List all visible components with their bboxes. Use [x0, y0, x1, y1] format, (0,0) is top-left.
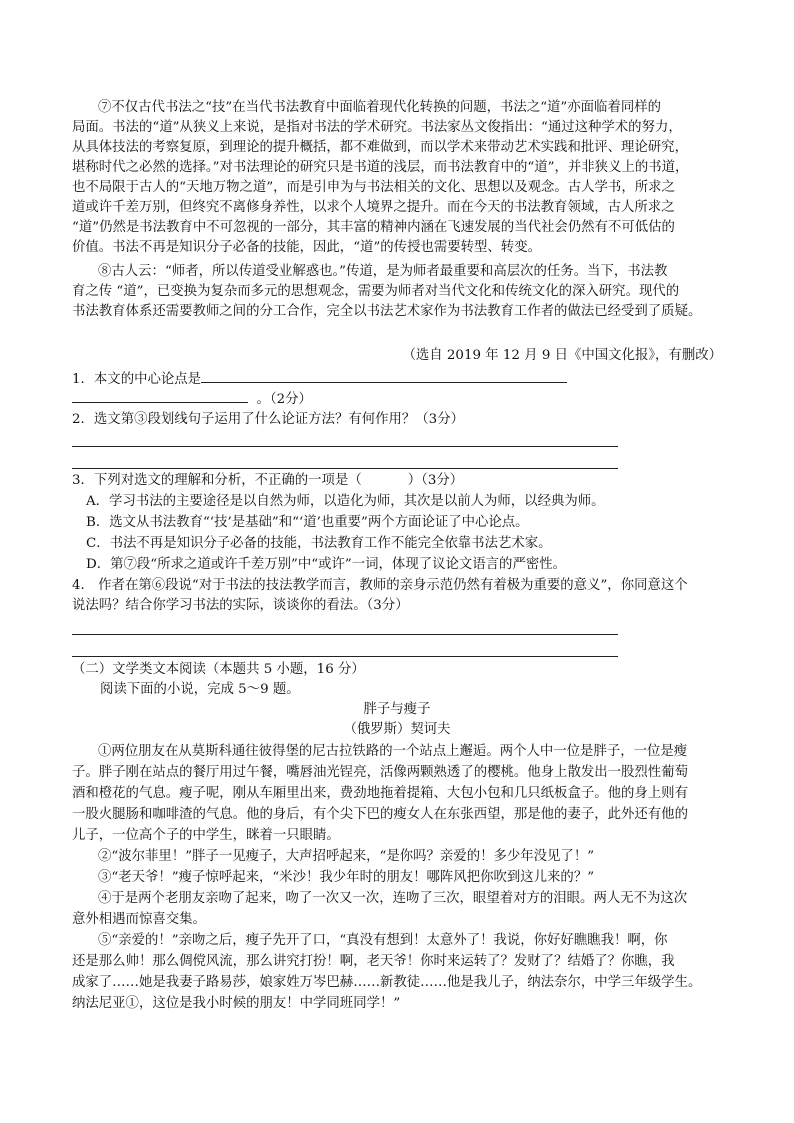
text-line: 从具体技法的考察复原，到理论的提升概括，都不难做到，而以学术来带动艺术实践和批评、理论研究， — [72, 140, 688, 155]
question-1-continued — [72, 388, 312, 410]
option-a[interactable]: A．学习书法的主要途径是以自然为师，以造化为师，其次是以前人为师，以经典为师。 — [86, 494, 605, 509]
answer-line[interactable] — [72, 634, 618, 635]
answer-blank[interactable] — [201, 368, 567, 383]
question-1 — [72, 368, 567, 390]
question-3-options — [86, 492, 726, 575]
text-line: 还是那么帅！那么倜傥风流，那么讲究打扮！啊，老天爷！你时来运转了？发财了？结婚了？你瞧，我 — [72, 954, 675, 969]
section-heading: （二）文学类文本阅读（本题共 5 小题，16 分） — [72, 662, 365, 677]
question-3-stem — [72, 471, 463, 491]
question-3-score: ）（3分） — [407, 473, 464, 488]
question-1-score: 。（2分） — [256, 392, 312, 407]
text-line: ⑦不仅古代书法之“技”在当代书法教育中面临着现代化转换的问题，书法之“道”亦面临着同样的 — [98, 100, 662, 115]
answer-line[interactable] — [72, 446, 618, 447]
text-line: 育之传 “道”，已变换为复杂而多元的思想观念，需要为师者对当代文化和传统文化的深入研究。现代的 — [72, 284, 680, 299]
story-title: 胖子与瘦子 — [363, 702, 431, 717]
option-b[interactable]: B．选文从书法教育“‘技’是基础”和“‘道’也重要”两个方面论证了中心论点。 — [86, 515, 529, 530]
text-line: 也不局限于古人的“天地万物之道”，而是引申为与书法相关的文化、思想以及观念。古人学书，所求之 — [72, 180, 675, 195]
text-line: ④于是两个老朋友亲吻了起来，吻了一次又一次，连吻了三次，眼望着对方的泪眼。两人无不为这次 — [98, 891, 688, 906]
story-body — [72, 742, 724, 1015]
text-line: 堪称时代之必然的选择。”对书法理论的研究只是书道的浅层，而书法教育中的“道”，并非狭义上的书道， — [72, 160, 689, 175]
question-2: 2．选文第③段划线句子运用了什么论证方法？有何作用？（3分） — [72, 412, 464, 427]
text-line: ⑧古人云：“师者，所以传道受业解惑也。”传道，是为师者最重要和高层次的任务。当下，书法教 — [98, 264, 668, 279]
text-line: 道或许千差万别，但终究不离修身养性，以求个人境界之提升。而在今天的书法教育领域，古人所求之 — [72, 200, 675, 215]
question-4 — [72, 576, 724, 616]
text-line: 酒和橙花的气息。瘦子呢，刚从车厢里出来，费劲地拖着提箱、大包小包和几只纸板盒子。他的身上则有 — [72, 786, 688, 801]
text-line: ①两位朋友在从莫斯科通往彼得堡的尼古拉铁路的一个站点上邂逅。两个人中一位是胖子，一位是瘦 — [98, 744, 688, 759]
source-citation: （选自 2019 年 12 月 9 日《中国文化报》，有删改） — [402, 348, 722, 363]
question-3-text: 3．下列对选文的理解和分析，不正确的一项是（ — [72, 473, 362, 488]
text-line: 局面。书法的“道”从狭义上来说，是指对书法的学术研究。书法家丛文俊指出：“通过这种学术的努力， — [72, 120, 682, 135]
text-line: 儿子，一位高个子的中学生，眯着一只眼睛。 — [72, 828, 340, 843]
text-line: 价值。书法不再是知识分子必备的技能，因此，“道”的传授也需要转型、转变。 — [72, 240, 541, 255]
text-line: 4． 作者在第⑥段说“对于书法的技法教学而言，教师的亲身示范仍然有着极为重要的意义”，你同意这个 — [72, 578, 688, 593]
passage-paragraph-8 — [72, 262, 724, 322]
question-1-label: 1．本文的中心论点是 — [72, 372, 202, 387]
option-d[interactable]: D．第⑦段“所求之道或许千差万别”中“或许”一词，体现了议论文语言的严密性。 — [86, 557, 567, 572]
text-line: 说法吗？结合你学习书法的实际，谈谈你的看法。（3分） — [72, 598, 409, 613]
text-line: ②“波尔菲里！”胖子一见瘦子，大声招呼起来，“是你吗？亲爱的！多少年没见了！” — [98, 849, 595, 864]
text-line: 书法教育体系还需要教师之间的分工合作，完全以书法艺术家作为书法教育工作者的做法已经受到了质疑。 — [72, 304, 702, 319]
answer-line[interactable] — [72, 656, 618, 657]
text-line: 纳法尼亚①，这位是我小时候的朋友！中学同班同学！” — [72, 996, 401, 1011]
text-line: 子。胖子刚在站点的餐厅用过午餐，嘴唇油光锃亮，活像两颗熟透了的樱桃。他身上散发出一股烈性葡萄 — [72, 765, 688, 780]
text-line: “道”仍然是书法教育中不可忽视的一部分，其丰富的精神内涵在飞速发展的当代社会仍然有不可低估的 — [72, 220, 675, 235]
text-line: ③“老天爷！”瘦子惊呼起来，“米沙！我少年时的朋友！哪阵风把你吹到这儿来的？” — [98, 870, 595, 885]
text-line: ⑤“亲爱的！”亲吻之后，瘦子先开了口，“真没有想到！太意外了！我说，你好好瞧瞧我！啊，你 — [98, 933, 668, 948]
story-author: （俄罗斯）契诃夫 — [343, 722, 451, 737]
answer-line[interactable] — [72, 468, 618, 469]
text-line: 意外相遇而惊喜交集。 — [72, 912, 206, 927]
option-c[interactable]: C．书法不再是知识分子必备的技能，书法教育工作不能完全依靠书法艺术家。 — [86, 536, 552, 551]
answer-blank[interactable] — [72, 388, 248, 403]
text-line: 成家了……她是我妻子路易莎，娘家姓万岑巴赫……新教徒……他是我儿子，纳法奈尔，中学三年级学生。 — [72, 975, 702, 990]
text-line: 一股火腿肠和咖啡渣的气息。他的身后，有个尖下巴的瘦女人在东张西望，那是他的妻子，此外还有他的 — [72, 807, 688, 822]
section-instruction: 阅读下面的小说，完成 5～9 题。 — [100, 682, 300, 697]
passage-paragraph-7 — [72, 98, 724, 258]
